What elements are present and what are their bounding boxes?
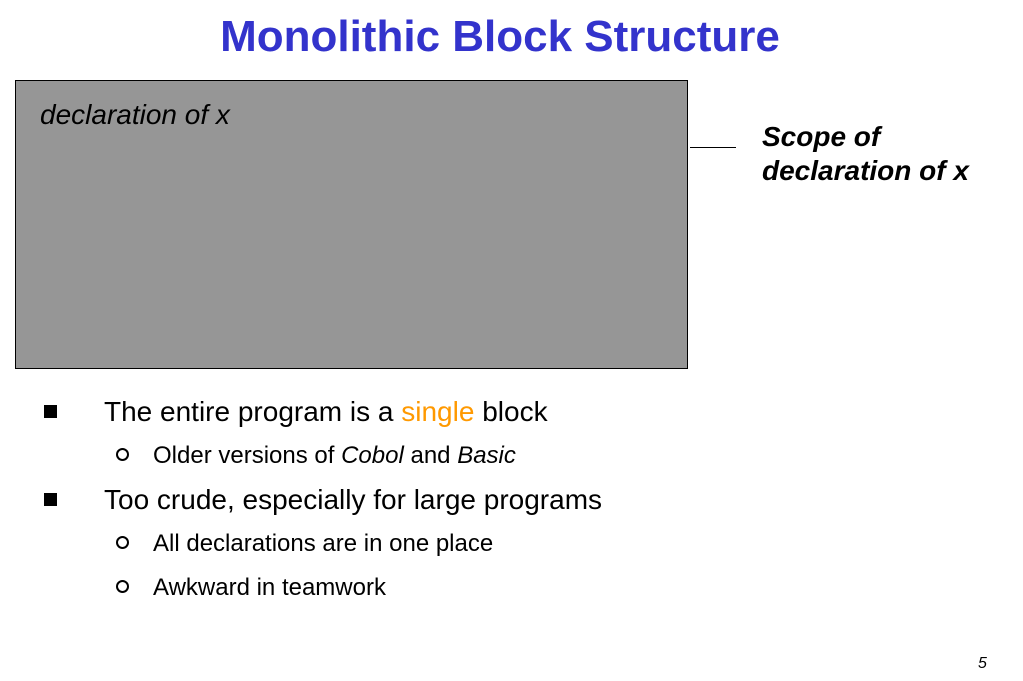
bullet-item (0, 478, 1000, 522)
square-bullet-icon (44, 405, 57, 418)
circle-bullet-icon (116, 448, 129, 461)
sub-bullet-text: Awkward in teamwork (153, 574, 386, 601)
circle-bullet-icon (116, 580, 129, 593)
sub-bullet-text-part: and (403, 442, 458, 469)
program-block (15, 80, 688, 369)
bullet-list (0, 390, 1000, 610)
page-number: 5 (978, 655, 987, 672)
bullet-text-part: block (474, 396, 548, 427)
slide-title: Monolithic Block Structure (220, 12, 780, 61)
sub-bullet-text: All declarations are in one place (153, 530, 494, 557)
sub-bullet-text (153, 434, 516, 478)
scope-label-line1: Scope of (762, 121, 881, 152)
scope-connector-line (690, 147, 736, 148)
scope-label (762, 120, 969, 188)
bullet-text (104, 390, 548, 434)
square-bullet-icon (44, 493, 57, 506)
sub-bullet-item (0, 522, 1000, 566)
declaration-label: declaration of x (40, 99, 230, 130)
language-name: Basic (457, 442, 516, 469)
circle-bullet-icon (116, 536, 129, 549)
scope-label-line2: declaration of x (762, 155, 969, 186)
highlight-word: single (401, 396, 475, 427)
language-name: Cobol (341, 442, 404, 469)
bullet-text-part: The entire program is a (104, 396, 402, 427)
bullet-item (0, 390, 1000, 434)
sub-bullet-text-part: Older versions of (153, 442, 342, 469)
sub-bullet-item (0, 566, 1000, 610)
bullet-text: Too crude, especially for large programs (104, 484, 603, 515)
sub-bullet-item (0, 434, 1000, 478)
